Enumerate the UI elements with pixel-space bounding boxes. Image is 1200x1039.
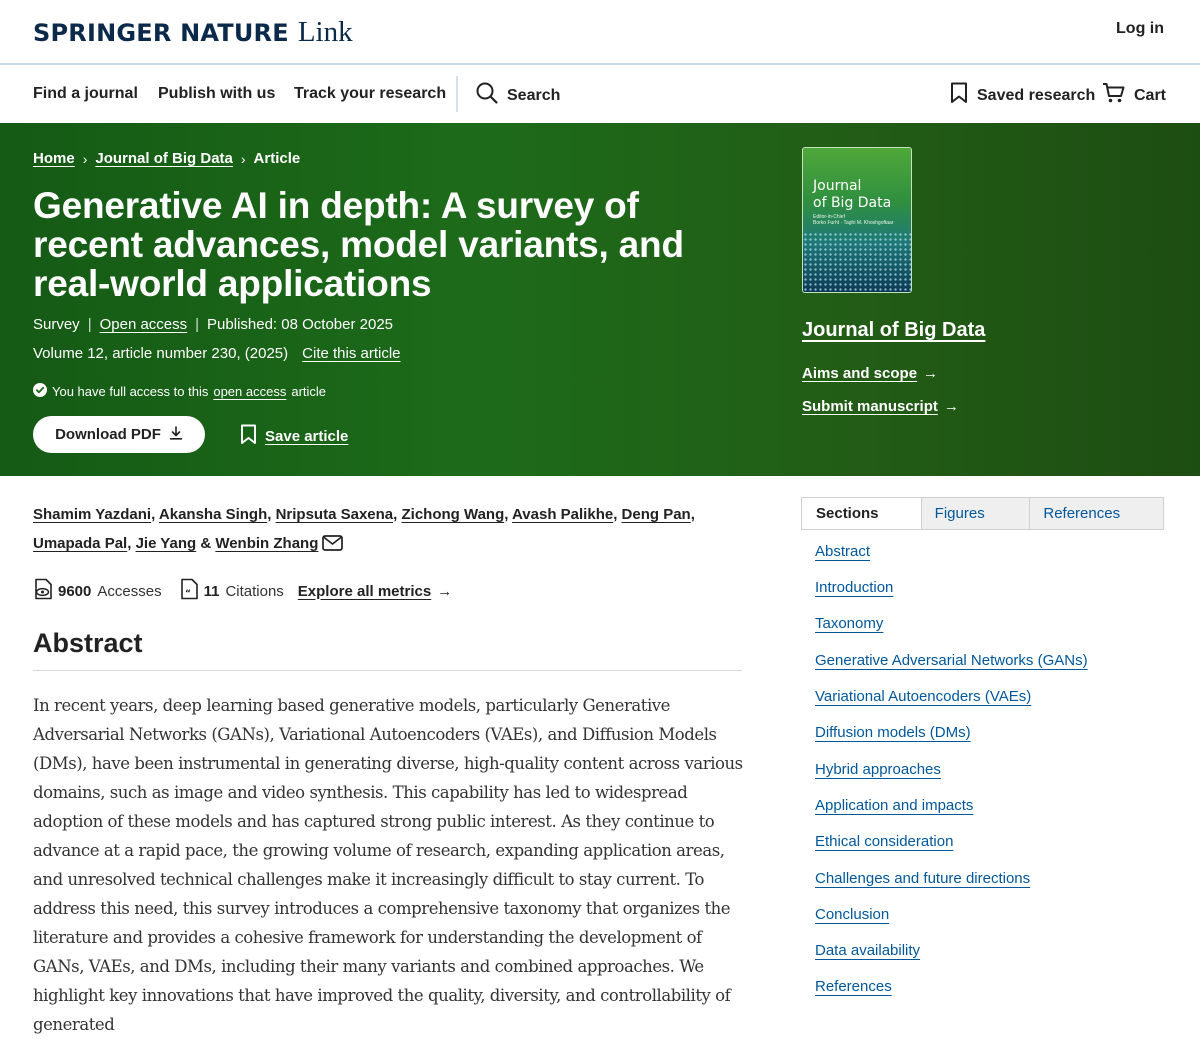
citations-label: Citations xyxy=(225,582,284,600)
article-metrics xyxy=(33,578,452,604)
download-pdf-label: Download PDF xyxy=(55,426,161,443)
save-article-button[interactable] xyxy=(240,424,348,449)
section-link-ethics[interactable]: Ethical consideration xyxy=(815,833,954,850)
chevron-right-icon: › xyxy=(82,150,88,167)
access-suffix: article xyxy=(291,384,327,399)
access-text: You have full access to this xyxy=(52,384,209,399)
logo-link-text: Link xyxy=(297,16,353,48)
article-volume-row xyxy=(33,345,401,362)
article-meta xyxy=(33,316,393,333)
tab-references-label: References xyxy=(1043,505,1121,522)
author-link[interactable]: Jie Yang xyxy=(135,535,197,552)
citations-icon xyxy=(179,578,199,604)
author-link[interactable]: Akansha Singh xyxy=(158,506,268,523)
section-link-introduction[interactable]: Introduction xyxy=(815,579,894,596)
submit-manuscript-label: Submit manuscript xyxy=(802,398,938,415)
accesses-label: Accesses xyxy=(97,582,162,600)
section-link-hybrid[interactable]: Hybrid approaches xyxy=(815,761,941,778)
accesses-count: 9600 xyxy=(58,582,92,600)
section-link-applications[interactable]: Application and impacts xyxy=(815,797,974,814)
author-link[interactable]: Umapada Pal xyxy=(33,535,128,552)
download-pdf-button[interactable] xyxy=(33,416,205,453)
cover-sub-line-2: Borko Furht · Taghi M. Khoshgoftaar xyxy=(813,220,894,226)
article-title: Generative AI in depth: A survey of recent advances, model variants, and real-world applications xyxy=(33,185,684,304)
author-link[interactable]: Wenbin Zhang xyxy=(215,535,319,552)
section-link-challenges[interactable]: Challenges and future directions xyxy=(815,870,1031,887)
section-link-conclusion[interactable]: Conclusion xyxy=(815,906,890,923)
login-link[interactable]: Log in xyxy=(1116,20,1164,37)
tab-references[interactable] xyxy=(1029,498,1163,529)
nav-divider xyxy=(456,76,458,112)
section-link-abstract[interactable]: Abstract xyxy=(815,543,871,560)
nav-track-research[interactable]: Track your research xyxy=(294,85,447,102)
breadcrumb-home[interactable]: Home xyxy=(33,150,75,167)
volume-info: Volume 12, article number 230, (2025) xyxy=(33,345,289,362)
cite-article-link[interactable]: Cite this article xyxy=(302,345,401,362)
main-navigation xyxy=(0,67,1200,123)
meta-separator: | xyxy=(195,316,200,333)
aims-scope-link[interactable] xyxy=(802,365,938,382)
journal-cover-image[interactable] xyxy=(802,147,912,293)
abstract-divider xyxy=(33,670,742,671)
section-link-data-availability[interactable]: Data availability xyxy=(815,942,921,959)
explore-metrics-label: Explore all metrics xyxy=(297,582,432,600)
breadcrumb xyxy=(33,150,300,167)
aims-scope-label: Aims and scope xyxy=(802,365,918,382)
bookmark-icon xyxy=(240,424,257,449)
citations-count: 11 xyxy=(203,582,220,600)
author-link[interactable]: Nripsuta Saxena xyxy=(275,506,394,523)
cart-link[interactable] xyxy=(1102,82,1166,109)
section-link-gans[interactable]: Generative Adversarial Networks (GANs) xyxy=(815,652,1088,669)
access-notice xyxy=(33,383,326,400)
check-circle-icon xyxy=(33,383,47,400)
breadcrumb-current: Article xyxy=(253,150,301,167)
journal-title-link[interactable]: Journal of Big Data xyxy=(802,319,986,341)
abstract-heading: Abstract xyxy=(33,628,143,658)
section-link-vaes[interactable]: Variational Autoencoders (VAEs) xyxy=(815,688,1032,705)
section-link-diffusion[interactable]: Diffusion models (DMs) xyxy=(815,724,971,741)
arrow-right-icon: → xyxy=(437,582,453,600)
cart-icon xyxy=(1102,82,1125,109)
article-hero xyxy=(0,123,1200,476)
arrow-right-icon: → xyxy=(943,398,959,415)
cart-label: Cart xyxy=(1134,86,1167,104)
saved-research-label: Saved research xyxy=(977,86,1096,104)
author-link[interactable]: Deng Pan xyxy=(621,506,691,523)
arrow-right-icon: → xyxy=(923,365,939,382)
author-link[interactable]: Zichong Wang xyxy=(401,506,505,523)
author-link[interactable]: Shamim Yazdani xyxy=(33,506,152,523)
tab-sections-label: Sections xyxy=(816,505,879,522)
logo-text: SPRINGER NATURE xyxy=(33,19,289,47)
save-article-label: Save article xyxy=(265,428,349,445)
open-access-link[interactable]: Open access xyxy=(99,316,188,333)
article-type: Survey xyxy=(33,316,80,333)
author-list: Shamim Yazdani, Akansha Singh, Nripsuta Saxena, Zichong Wang, Avash Palikhe, Deng Pan, Umapada Pal, Jie Yang & Wenbin Zhang xyxy=(33,500,743,561)
download-icon xyxy=(169,426,183,444)
section-link-references[interactable]: References xyxy=(815,978,892,995)
cover-title-line-1: Journal xyxy=(813,178,862,194)
access-open-access-link[interactable]: open access xyxy=(213,384,287,399)
breadcrumb-journal[interactable]: Journal of Big Data xyxy=(95,150,233,167)
svg-text:“: “ xyxy=(184,589,191,599)
accesses-icon xyxy=(33,578,53,604)
section-link-taxonomy[interactable]: Taxonomy xyxy=(815,615,884,632)
email-icon[interactable] xyxy=(322,532,343,561)
search-button[interactable] xyxy=(476,82,560,109)
cover-sub-line-1: Editor-in-Chief xyxy=(813,214,845,220)
nav-find-journal[interactable]: Find a journal xyxy=(33,85,138,102)
nav-publish[interactable]: Publish with us xyxy=(158,85,276,102)
saved-research-link[interactable] xyxy=(950,82,1095,109)
tab-figures-label: Figures xyxy=(934,505,985,522)
cover-dot-pattern xyxy=(803,232,913,292)
springer-nature-link-logo[interactable] xyxy=(33,16,353,49)
explore-metrics-link[interactable] xyxy=(298,583,452,600)
submit-manuscript-link[interactable] xyxy=(802,398,959,415)
cover-title xyxy=(813,178,891,212)
tab-sections[interactable] xyxy=(802,498,921,529)
brand-bar xyxy=(0,0,1200,65)
sidebar-tabs xyxy=(801,497,1164,530)
meta-separator: | xyxy=(87,316,92,333)
author-link[interactable]: Avash Palikhe xyxy=(512,506,614,523)
chevron-right-icon: › xyxy=(240,150,246,167)
tab-figures[interactable] xyxy=(921,498,1030,529)
cover-title-line-2: of Big Data xyxy=(813,195,892,211)
cover-editors xyxy=(813,214,894,226)
search-icon xyxy=(476,82,498,109)
published-date: Published: 08 October 2025 xyxy=(207,316,394,333)
bookmark-icon xyxy=(950,82,968,109)
search-label: Search xyxy=(507,86,561,104)
abstract-text: In recent years, deep learning based generative models, particularly Generative Adversarial Networks (GANs), Variational Autoencoders (VAEs), and Diffusion Models (DMs), have been instrumental in generating diverse, high-quality content across various domains, such as image and video synthesis. This capability has led to widespread adoption of these models and has captured strong public interest. As they continue to advance at a rapid pace, the growing volume of research, expanding application areas, and unresolved technical challenges make it increasingly difficult to stay current. To address this need, this survey introduces a comprehensive taxonomy that organizes the literature and provides a cohesive framework for understanding the development of GANs, VAEs, and DMs, including their many variants and combined approaches. We highlight key innovations that have improved the quality, diversity, and controllability of generated xyxy=(33,696,743,1034)
